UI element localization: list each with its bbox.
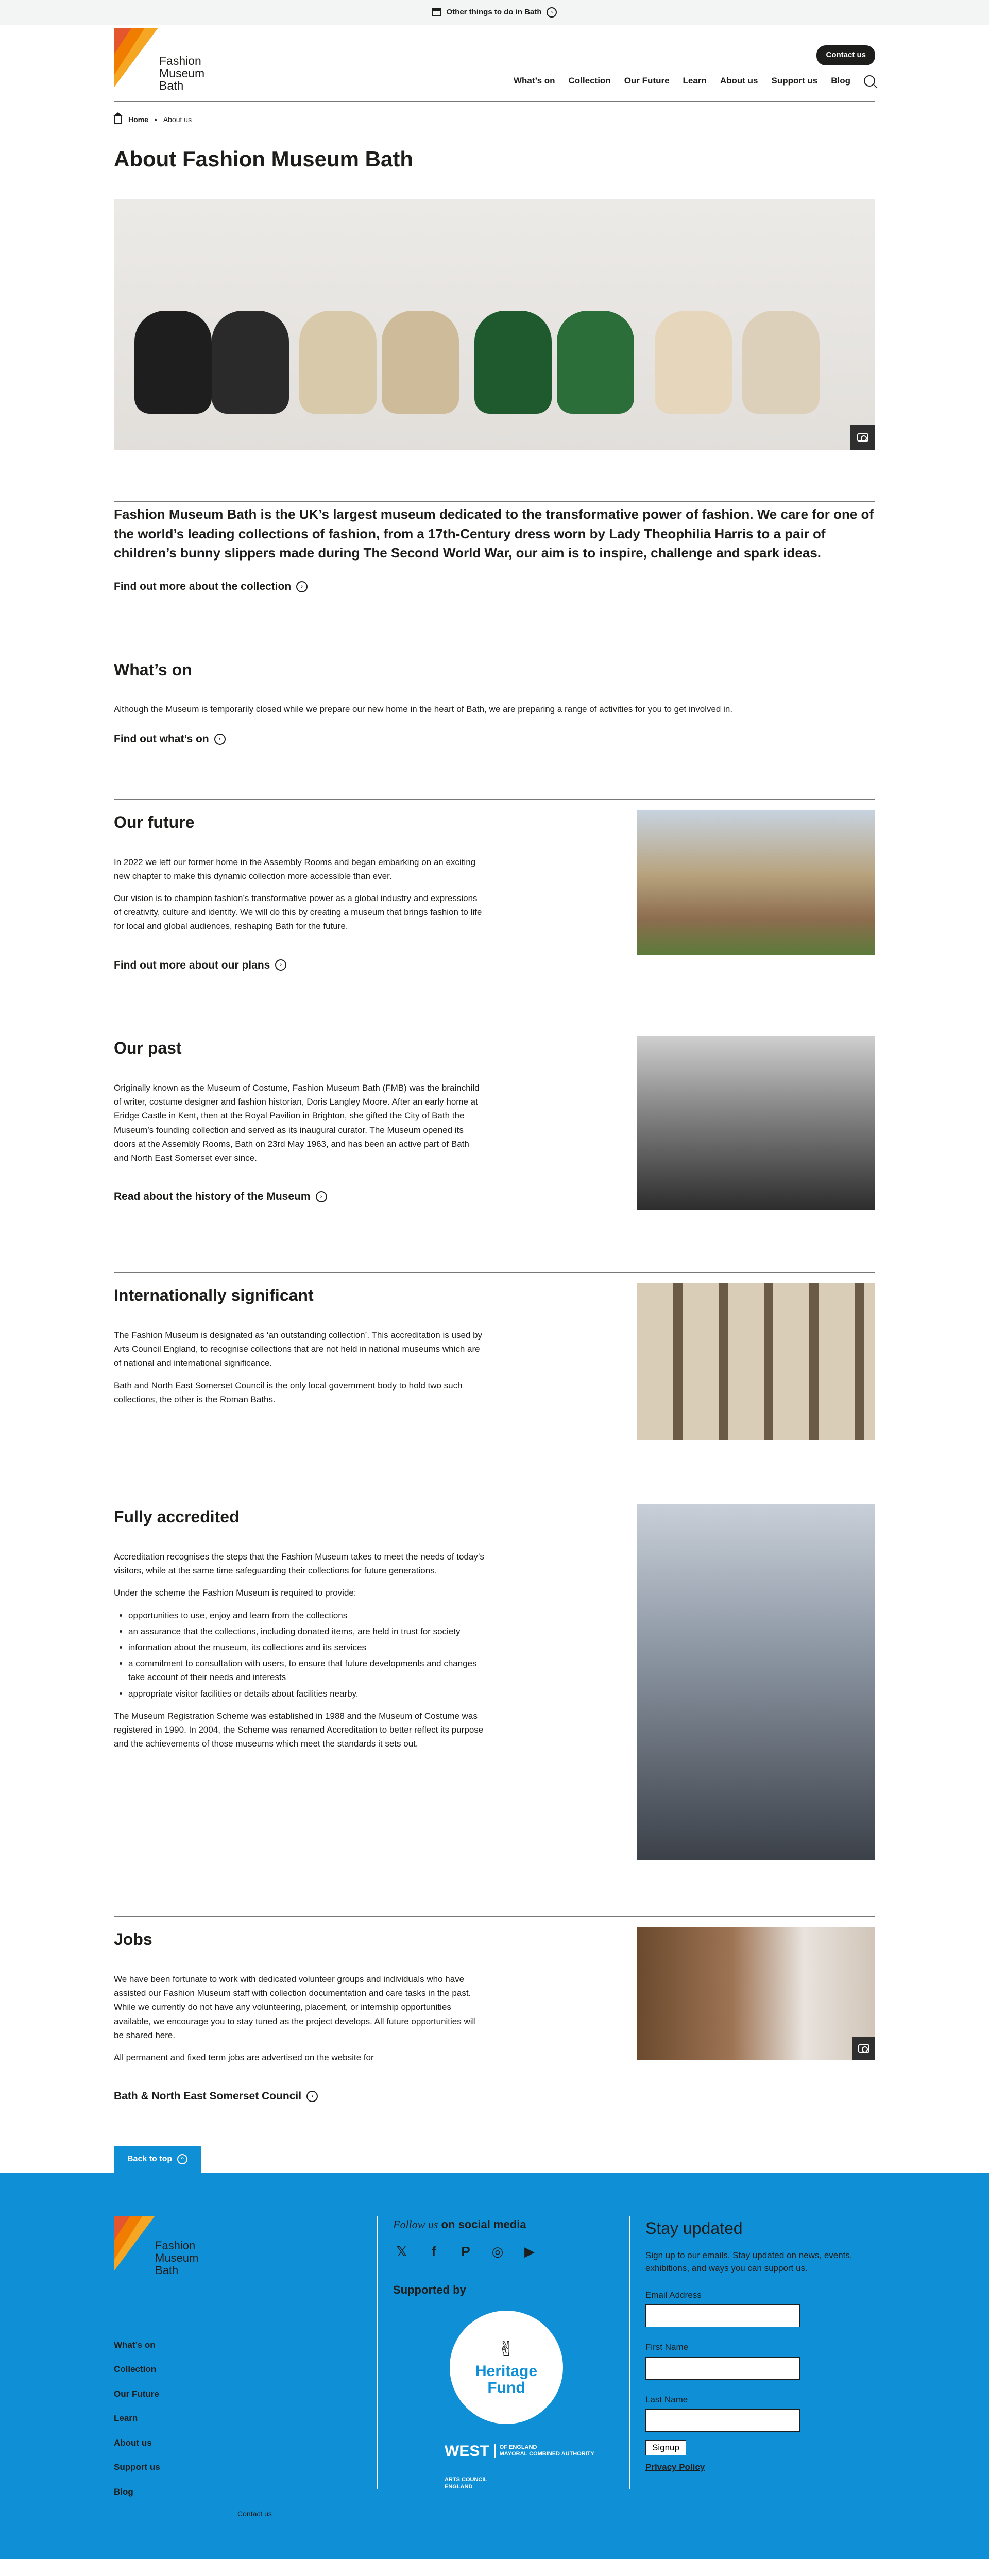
council-link-label: Bath & North East Somerset Council	[114, 2090, 302, 2103]
bank-icon	[432, 8, 441, 16]
shoe-shape	[299, 311, 377, 414]
camera-icon[interactable]	[852, 2037, 875, 2060]
first-name-label: First Name	[645, 2342, 689, 2352]
contact-button[interactable]: Contact us	[816, 45, 875, 65]
shoe-shape	[742, 311, 820, 414]
page-title: About Fashion Museum Bath	[114, 138, 875, 188]
nav-about-us[interactable]: About us	[720, 76, 758, 86]
logo-mark-icon	[114, 28, 158, 88]
footer-link[interactable]: What’s on	[114, 2340, 156, 2350]
whats-on-section	[114, 647, 875, 748]
accredited-image	[637, 1504, 875, 1860]
privacy-policy-link[interactable]: Privacy Policy	[645, 2462, 705, 2472]
logo-line: Bath	[155, 2263, 179, 2277]
newsletter-form	[629, 2216, 875, 2489]
supported-heading: Supported by	[393, 2283, 466, 2296]
footer-link[interactable]: About us	[114, 2437, 152, 2448]
heritage-fund-text: Fund	[487, 2379, 525, 2396]
west-sub: MAYORAL COMBINED AUTHORITY	[499, 2451, 594, 2458]
site-logo[interactable]	[114, 28, 204, 92]
list-item: • appropriate visitor facilities or details about facilities nearby.	[128, 1687, 485, 1701]
follow-italic: Follow us	[393, 2217, 438, 2231]
intl-section	[114, 1272, 875, 1442]
arts-council-logo	[445, 2476, 624, 2491]
first-name-field[interactable]	[645, 2357, 800, 2380]
section-title: Internationally significant	[114, 1286, 314, 1304]
footer-link[interactable]: Blog	[114, 2486, 133, 2497]
jobs-image	[637, 1927, 875, 2060]
pinterest-icon[interactable]: P	[461, 2244, 470, 2260]
facebook-icon[interactable]: f	[431, 2244, 436, 2260]
intl-image	[637, 1283, 875, 1440]
x-icon[interactable]: 𝕏	[396, 2244, 407, 2260]
collection-link[interactable]	[114, 579, 308, 595]
stay-text: Sign up to our emails. Stay updated on news, events, exhibitions, and ways you can support us.	[645, 2250, 852, 2274]
search-icon[interactable]	[864, 75, 875, 87]
breadcrumb-separator: •	[154, 115, 157, 124]
future-text: Our vision is to champion fashion’s transformative power as a global industry and expressions of creativity, culture and identity. We will do this by creating a museum that brings fashion to life for local and global audiences, reshaping Bath for the future.	[114, 893, 482, 931]
arrow-circle-icon: ›	[214, 734, 226, 745]
ace-text: ENGLAND	[445, 2483, 473, 2490]
list-item: • an assurance that the collections, including donated items, are held in trust for society	[128, 1624, 485, 1638]
section-title: Fully accredited	[114, 1507, 240, 1526]
logo-line: Fashion	[159, 54, 201, 67]
jobs-section	[114, 1916, 875, 2105]
last-name-field[interactable]	[645, 2409, 800, 2432]
breadcrumb-home[interactable]: Home	[128, 115, 148, 124]
footer-logo[interactable]	[114, 2216, 351, 2277]
logo-line: Museum	[159, 66, 205, 80]
past-section	[114, 1025, 875, 1221]
topbar-link[interactable]: Other things to do in Bath	[446, 7, 542, 16]
nav-learn[interactable]: Learn	[683, 76, 707, 86]
shoe-shape	[134, 311, 212, 414]
breadcrumb	[114, 102, 875, 138]
nav-blog[interactable]: Blog	[831, 76, 850, 86]
whats-on-text: Although the Museum is temporarily closed while we prepare our new home in the heart of Bath, we are preparing a range of activities for you to get involved in.	[114, 704, 733, 714]
nav-collection[interactable]: Collection	[568, 76, 611, 86]
shoe-shape	[212, 311, 289, 414]
footer-link[interactable]: Support us	[114, 2462, 160, 2472]
arrow-circle-icon: ›	[316, 1191, 327, 1202]
main-nav	[514, 74, 875, 88]
heritage-fund-logo	[450, 2311, 563, 2424]
arrow-circle-icon: ›	[275, 959, 286, 971]
section-title: What’s on	[114, 660, 192, 679]
jobs-text: All permanent and fixed term jobs are advertised on the website for	[114, 2052, 374, 2062]
nav-support-us[interactable]: Support us	[771, 76, 818, 86]
shoe-shape	[655, 311, 732, 414]
breadcrumb-current: About us	[163, 115, 192, 124]
stay-title: Stay updated	[645, 2218, 743, 2238]
nav-our-future[interactable]: Our Future	[624, 76, 670, 86]
logo-mark-icon	[114, 2216, 155, 2272]
past-link[interactable]	[114, 1189, 327, 1205]
site-footer	[0, 2173, 989, 2559]
footer-link[interactable]: Learn	[114, 2413, 138, 2424]
collection-link-label: Find out more about the collection	[114, 581, 292, 593]
section-title: Our past	[114, 1039, 182, 1057]
intl-text: Bath and North East Somerset Council is the only local government body to hold two such collections, the other is the Roman Baths.	[114, 1380, 463, 1404]
email-field[interactable]	[645, 2304, 800, 2327]
future-link-label: Find out more about our plans	[114, 959, 270, 971]
logo-line: Fashion	[155, 2239, 196, 2252]
logo-line: Museum	[155, 2251, 199, 2264]
instagram-icon[interactable]: ◎	[491, 2244, 504, 2260]
future-text: In 2022 we left our former home in the Assembly Rooms and began embarking on an exciting new chapter to make this dynamic collection more accessible than ever.	[114, 857, 476, 881]
site-header	[114, 25, 875, 102]
jobs-text: We have been fortunate to work with dedicated volunteer groups and individuals who have assisted our Fashion Museum staff with collection documentation and care tasks in the past. While we currently do not have any volunteering, placement, or internship opportunities available, we encourage you to stay tuned as the project develops. All future opportunities will be shared here.	[114, 1974, 476, 2040]
west-text: WEST	[445, 2442, 489, 2460]
arrow-circle-icon: ›	[547, 7, 557, 18]
nav-whats-on[interactable]: What’s on	[513, 76, 555, 86]
accr-text: The Museum Registration Scheme was established in 1988 and the Museum of Costume was registered in 1990. In 2004, the Scheme was renamed Accreditation to better reflect its purpose and the achievements of those museums which meet the standards it sets out.	[114, 1710, 484, 1749]
arrow-up-icon: ^	[177, 2154, 187, 2164]
list-item: • information about the museum, its collections and its services	[128, 1640, 485, 1654]
future-image	[637, 810, 875, 955]
heritage-fund-text: Heritage	[475, 2363, 538, 2380]
last-name-label: Last Name	[645, 2394, 688, 2404]
arrow-circle-icon: ›	[306, 2091, 318, 2102]
arrow-circle-icon: ›	[296, 581, 308, 592]
section-title: Jobs	[114, 1930, 152, 1948]
list-item: • opportunities to use, enjoy and learn from the collections	[128, 1608, 485, 1622]
section-title: Our future	[114, 812, 195, 832]
accr-text: Under the scheme the Fashion Museum is required to provide:	[114, 1588, 356, 1598]
heritage-section	[114, 2559, 875, 2576]
logo-line: Bath	[159, 79, 184, 92]
social-links	[393, 2243, 624, 2261]
whats-on-link[interactable]	[114, 731, 226, 748]
list-item: • a commitment to consultation with users, to ensure that future developments and changes take account of their needs and interests	[128, 1656, 485, 1684]
accredited-section	[114, 1494, 875, 1865]
intro-section	[114, 501, 875, 595]
future-link[interactable]	[114, 957, 286, 974]
footer-link[interactable]: Our Future	[114, 2388, 159, 2399]
west-sub: OF ENGLAND	[499, 2444, 537, 2450]
camera-icon[interactable]	[850, 425, 875, 450]
hero-image	[114, 199, 875, 450]
council-link[interactable]	[114, 2088, 318, 2105]
hand-icon: ✌	[498, 2338, 515, 2361]
follow-rest: on social media	[441, 2217, 526, 2231]
footer-nav	[114, 2338, 351, 2499]
whats-on-link-label: Find out what’s on	[114, 733, 209, 745]
past-image	[637, 1036, 875, 1210]
footer-link[interactable]: Collection	[114, 2364, 157, 2375]
intl-text: The Fashion Museum is designated as ‘an outstanding collection’. This accreditation is used by Arts Council England, to recognise collections that are not held in national museums which are of national and international significance.	[114, 1330, 483, 1368]
shoe-shape	[557, 311, 634, 414]
future-section	[114, 799, 875, 973]
home-icon	[114, 116, 122, 124]
shoe-shape	[382, 311, 459, 414]
back-to-top-label: Back to top	[127, 2154, 173, 2163]
follow-heading	[393, 2216, 624, 2233]
footer-contact-link[interactable]: Contact us	[237, 2509, 272, 2518]
topbar[interactable]	[0, 0, 989, 25]
past-link-label: Read about the history of the Museum	[114, 1191, 311, 1203]
email-label: Email Address	[645, 2290, 702, 2300]
west-logo	[445, 2439, 624, 2463]
signup-button[interactable]: Signup	[645, 2440, 686, 2455]
accr-list	[128, 1608, 485, 1701]
intro-text: Fashion Museum Bath is the UK’s largest museum dedicated to the transformative power of fashion. We care for one of the world’s leading collections of fashion, from a 17th-Century dress worn by Lady Theophilia Harris to a pair of children’s bunny slippers made during The Second World War, our aim is to inspire, challenge and spark ideas.	[114, 506, 874, 561]
youtube-icon[interactable]: ▶	[524, 2244, 535, 2260]
ace-text: ARTS COUNCIL	[445, 2476, 488, 2483]
shoe-shape	[474, 311, 552, 414]
accr-text: Accreditation recognises the steps that the Fashion Museum takes to meet the needs of today’s visitors, while at the same time safeguarding their collections for future generations.	[114, 1552, 484, 1576]
back-to-top-button[interactable]	[114, 2146, 201, 2173]
past-text: Originally known as the Museum of Costume, Fashion Museum Bath (FMB) was the brainchild of writer, costume designer and fashion historian, Doris Langley Moore. After an early home at Eridge Castle in Kent, then at the Royal Pavilion in Brighton, she gifted the City of Bath the Museum’s founding collection and served as its inaugural curator. The Museum opened its doors at the Assembly Rooms, Bath on 23rd May 1963, and has been an active part of Bath and North East Somerset ever since.	[114, 1083, 480, 1163]
